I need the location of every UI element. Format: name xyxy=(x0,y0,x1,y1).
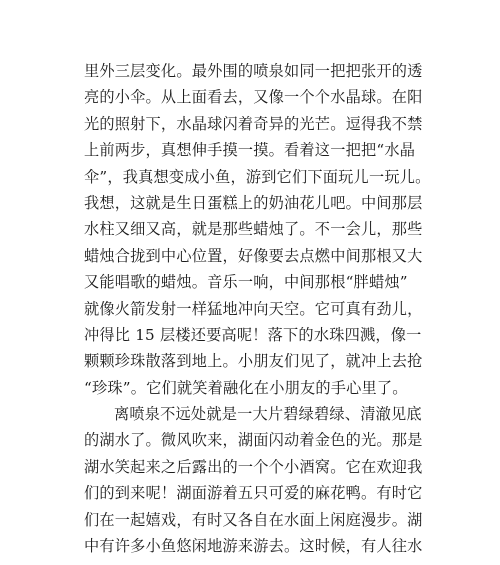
essay-text xyxy=(84,58,431,559)
text-line: 里外三层变化。最外围的喷泉如同一把把张开的透 xyxy=(84,62,423,80)
text-line: 们在一起嬉戏，有时又各自在水面上闲庭漫步。湖 xyxy=(84,510,423,529)
text-line: 伞”，我真想变成小鱼，游到它们下面玩儿一玩儿。 xyxy=(84,167,431,186)
text-line: 又能唱歌的蜡烛。音乐一响，中间那根“胖蜡烛” xyxy=(84,273,408,292)
text-line: 颗颗珍珠散落到地上。小朋友们见了，就冲上去抢 xyxy=(84,352,423,371)
text-line: 冲得比 15 层楼还要高呢！落下的水珠四溅，像一 xyxy=(84,325,422,344)
text-line: 水柱又细又高，就是那些蜡烛了。不一会儿，那些 xyxy=(84,220,423,239)
text-line: 离喷泉不远处就是一大片碧绿碧绿、清澈见底 xyxy=(114,405,422,424)
text-line: 中有许多小鱼悠闲地游来游去。这时候，有人往水 xyxy=(84,537,423,556)
paragraph-2 xyxy=(84,401,424,559)
text-line: 就像火箭发射一样猛地冲向天空。它可真有劲儿， xyxy=(84,299,423,318)
text-line: 光的照射下，水晶球闪着奇异的光芒。逗得我不禁 xyxy=(84,114,423,133)
paragraph-1 xyxy=(84,58,431,401)
text-line: 湖水笑起来之后露出的一个个小酒窝。它在欢迎我 xyxy=(84,457,423,476)
text-line: “珍珠”。它们就笑着融化在小朋友的手心里了。 xyxy=(84,378,408,397)
text-line: 上前两步，真想伸手摸一摸。看着这一把把“水晶 xyxy=(84,141,416,160)
text-line: 的湖水了。微风吹来，湖面闪动着金色的光。那是 xyxy=(84,431,423,450)
text-line: 亮的小伞。从上面看去，又像一个个水晶球。在阳 xyxy=(84,88,423,107)
text-line: 蜡烛合拢到中心位置，好像要去点燃中间那根又大 xyxy=(84,246,423,265)
text-line: 我想，这就是生日蛋糕上的奶油花儿吧。中间那层 xyxy=(84,193,423,212)
text-line: 们的到来呢！湖面游着五只可爱的麻花鸭。有时它 xyxy=(84,484,423,503)
